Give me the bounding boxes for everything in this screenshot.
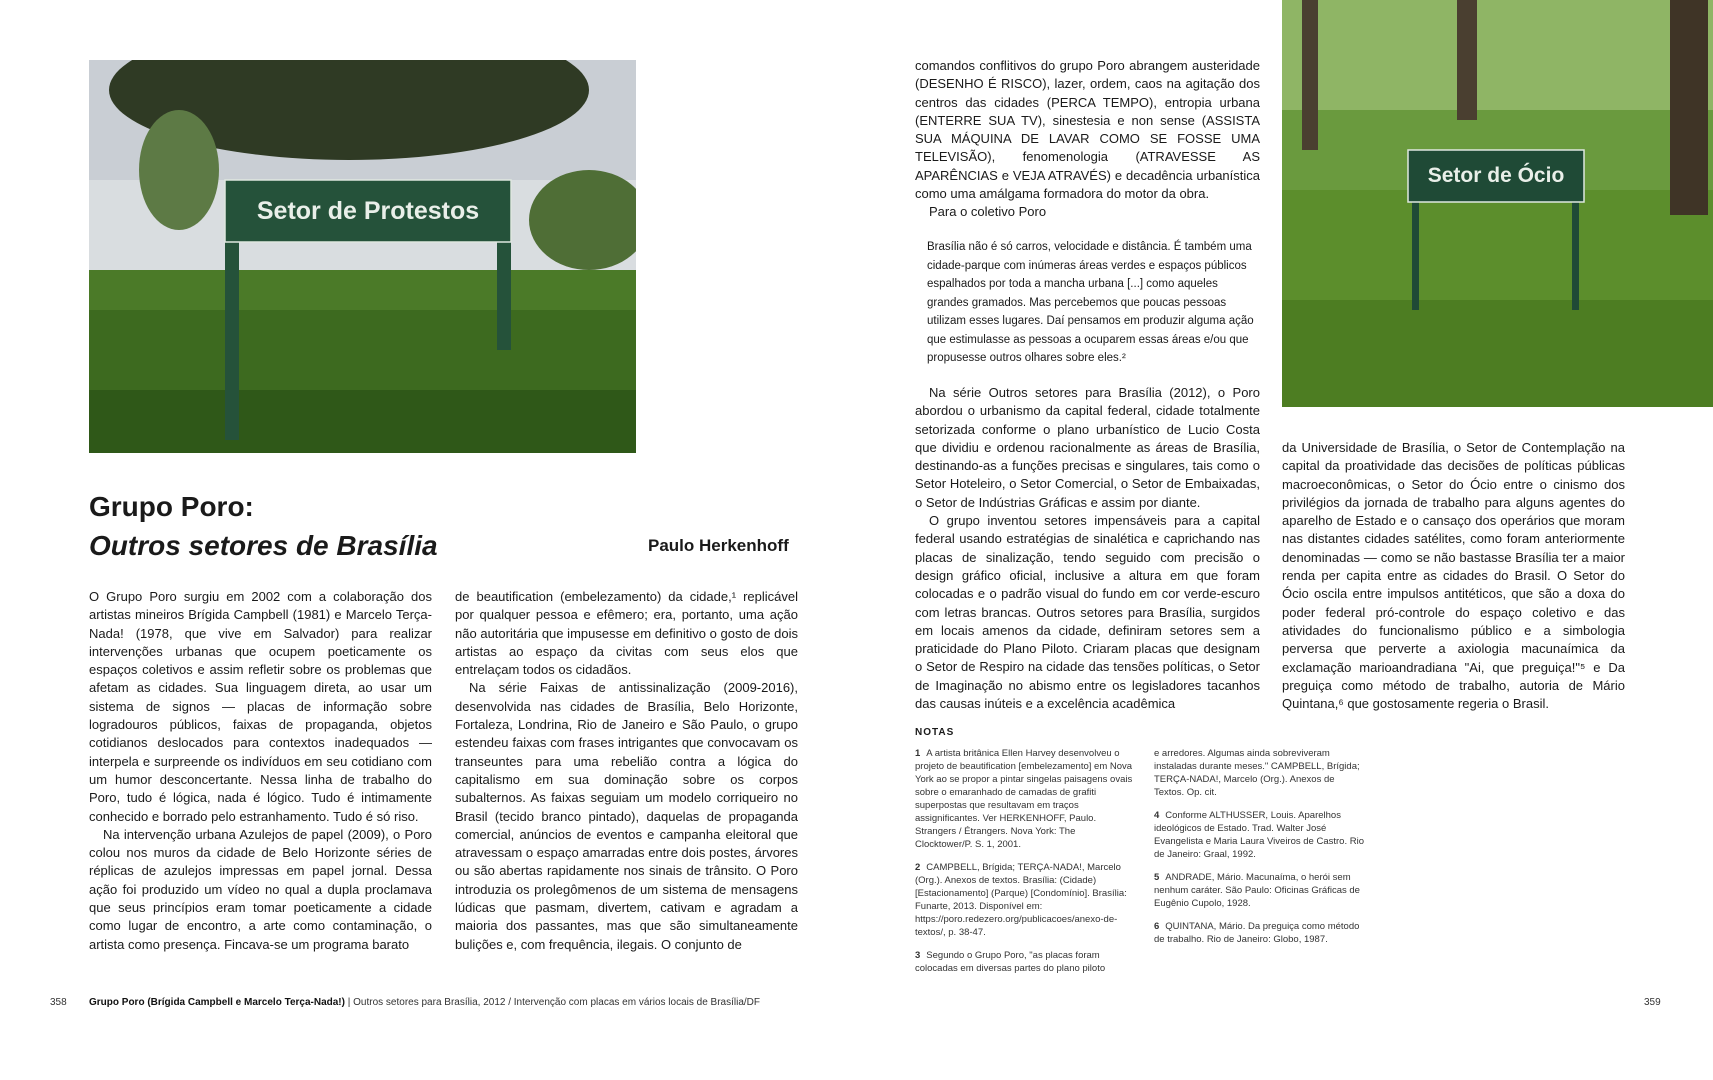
footnote-text: ANDRADE, Mário. Macunaíma, o herói sem nenhum caráter. São Paulo: Oficinas Gráficas de Eugênio Cupolo, 1928. — [1154, 872, 1360, 909]
footnote — [1154, 747, 1364, 799]
footnote-text: Conforme ALTHUSSER, Louis. Aparelhos ideológicos de Estado. Trad. Walter José Evangelista e Maria Laura Viveiros de Castro. Rio de Janeiro: Graal, 1992. — [1154, 810, 1364, 860]
text-column-1 — [89, 588, 432, 954]
notes-heading: NOTAS — [915, 727, 955, 738]
text-column-3-bottom — [915, 384, 1260, 713]
paragraph: Para o coletivo Poro — [929, 204, 1047, 220]
article-author: Paulo Herkenhoff — [648, 536, 789, 555]
credit-rest: | Outros setores para Brasília, 2012 / Intervenção com placas em vários locais de Brasília/DF — [344, 997, 760, 1008]
footnote-number: 1 — [915, 748, 921, 759]
text-column-2 — [455, 588, 798, 954]
paragraph: da Universidade de Brasília, o Setor de Contemplação na capital da proatividade das decisões de políticas públicas macroeconômicas, o Setor do Ócio entre o cinismo dos privilégios da jornada de trabalho para alguns agentes do aparelho de Estado e o cansaço dos operários que moram nas distantes cidades satélites, como foram anteriormente denominadas — como se não bastasse Brasília ter a maior renda per capita entre as cidades do Brasil. O Setor do Ócio oscila entre impulsos antitéticos, que são a doxa do poder federal pró-controle do espaço coletivo e das atividades do funcionalismo público e a simbologia perversa que perverte a axiologia macunaímica da exclamação marioandradiana "Ai, que preguiça!"⁵ e Da preguiça como método de trabalho, autoria de Mário Quintana,⁶ que gostosamente regeria o Brasil. — [1282, 440, 1625, 712]
footnote — [1154, 920, 1364, 946]
footnote-number: 6 — [1154, 921, 1160, 932]
page-number-left: 358 — [50, 997, 67, 1008]
footnote-number: 5 — [1154, 872, 1160, 883]
quote-text: Brasília não é só carros, velocidade e distância. É também uma cidade-parque com inúmeras áreas verdes e espaços públicos espalhados por toda a mancha urbana [...] como aqueles grandes gramados. Mas percebemos que poucas pessoas utilizam esses lugares. Daí pensamos em produzir alguma ação que estimulasse as pessoas a ocuparem essas áreas e/ou que propusesse outros olhares sobre eles.² — [927, 241, 1254, 364]
footnote-number: 3 — [915, 950, 921, 961]
sign-text-ocio: Setor de Ócio — [1427, 164, 1565, 187]
paragraph: Na intervenção urbana Azulejos de papel (2009), o Poro colou nos muros da cidade de Belo Horizonte séries de réplicas de azulejos impressas em papel jornal. Dessa ação foi produzido um vídeo no qual a dupla proclamava que seus princípios eram tomar poeticamente a cidade como lugar de encontro, a arte como contaminação, o artista como presença. Fincava-se um programa barato — [89, 826, 432, 952]
paragraph: O Grupo Poro surgiu em 2002 com a colaboração dos artistas mineiros Brígida Campbell (1981) e Marcelo Terça-Nada! (1978, que vive em Salvador) para realizar intervenções urbanas que ocupem poeticamente os espaços coletivos e assim refletir sobre os problemas que afetam as cidades. Sua linguagem direta, ao usar um sistema de signos — placas de informação sobre logradouros públicos, faixas de propaganda, objetos cotidianos deslocados para contextos inadequados — interpela e surpreende os indivíduos em seu cotidiano com um humor desconcertante. Nessa linha de trabalho do Poro, tudo é lógica, nada é lógico. Tudo é intimamente conhecido e borrado pelo estranhamento. Tudo é só riso. — [89, 589, 432, 824]
sign-text-protestos: Setor de Protestos — [256, 197, 480, 225]
article-title — [89, 487, 438, 565]
footnote-text: A artista britânica Ellen Harvey desenvolveu o projeto de beautification [embelezamento] em Nova York ao se propor a pintar singelas paisagens ovais sobre o emaranhado de camadas de grafiti superpostas que resultavam em traços assignificantes. Ver HERKENHOFF, Paulo. Strangers / Étrangers. Nova York: The Clocktower/P. S. 1, 2001. — [915, 748, 1133, 850]
title-line-1: Grupo Poro: — [89, 491, 254, 522]
credit-bold: Grupo Poro (Brígida Campbell e Marcelo Terça-Nada!) — [89, 997, 345, 1008]
notes-column-right — [1154, 747, 1364, 956]
footnote-text: Segundo o Grupo Poro, "as placas foram colocadas em diversas partes do plano piloto — [915, 950, 1106, 974]
photo-setor-de-ocio — [1282, 0, 1713, 407]
block-quote — [927, 238, 1260, 368]
paragraph: O grupo inventou setores impensáveis para a capital federal usando estratégias de sinalética e caprichando nas placas de sinalização, tendo seguido com precisão o design gráfico oficial, inclusive a altura em que foram colocadas e o padrão visual do fundo em cor verde-escuro com letras brancas. Outros setores para Brasília, surgidos em locais amenos da cidade, definiram setores sem a praticidade do Plano Piloto. Criaram placas que designam o Setor de Respiro na cidade das tensões políticas, o Setor de Imaginação no abismo entre os legisladores tacanhos das causas inúteis e a excelência acadêmica — [915, 513, 1260, 712]
footnote — [915, 949, 1135, 975]
page-number-right: 359 — [1644, 997, 1661, 1008]
footnote — [915, 861, 1135, 939]
paragraph: Na série Faixas de antissinalização (2009-2016), desenvolvida nas cidades de Brasília, Belo Horizonte, Fortaleza, Londrina, Rio de Janeiro e São Paulo, o grupo estendeu faixas com frases intrigantes que convocavam os transeuntes para uma rebelião contra a lógica do capitalismo em sua dominação sobre os corpos subalternos. As faixas seguiam um modelo corriqueiro no Brasil (tecido branco pintado), daquelas de propaganda comercial, anúncios de eventos e campanha eleitoral que atravessam o espaço amarradas entre dois postes, árvores ou são abertas rapidamente nos sinais de trânsito. O Poro introduzia os prolegômenos de um sistema de mensagens lúdicas que pasmam, divertem, cativam e agradam a maioria dos passantes, mas que são simultaneamente bulições e, com frequência, ilegais. O conjunto de — [455, 680, 798, 952]
image-credit — [89, 997, 760, 1008]
title-line-2: Outros setores de Brasília — [89, 530, 438, 561]
text-column-3-top — [915, 57, 1260, 222]
footnote-text: e arredores. Algumas ainda sobreviveram instaladas durante meses." CAMPBELL, Brígida; TERÇA-NADA!, Marcelo (Org.). Anexos de Textos. Op. cit. — [1154, 748, 1360, 798]
footnote-number: 4 — [1154, 810, 1160, 821]
footnote-text: QUINTANA, Mário. Da preguiça como método de trabalho. Rio de Janeiro: Globo, 1987. — [1154, 921, 1360, 945]
footnote — [1154, 809, 1364, 861]
text-column-4 — [1282, 439, 1625, 713]
notes-column-left — [915, 747, 1135, 985]
paragraph: comandos conflitivos do grupo Poro abrangem austeridade (DESENHO É RISCO), lazer, ordem, caos na agitação dos centros das cidades (PERCA TEMPO), entropia urbana (ENTERRE SUA TV), sinestesia e non sense (ASSISTA SUA MÁQUINA DE LAVAR COMO SE FOSSE UMA TELEVISÃO), fenomenologia (ATRAVESSE AS APARÊNCIAS e VEJA ATRAVÉS) e decadência urbanística como uma amálgama formadora do motor da obra. — [915, 58, 1260, 202]
paragraph: Na série Outros setores para Brasília (2012), o Poro abordou o urbanismo da capital federal, cidade totalmente setorizada conforme o plano urbanístico de Lucio Costa que dividiu e ordenou racionalmente as áreas de Brasília, destinando-as a funções precisas e singulares, tais como o Setor Hoteleiro, o Setor Comercial, o Setor de Embaixadas, o Setor de Indústrias Gráficas e assim por diante. — [915, 385, 1260, 510]
photo-setor-de-protestos — [89, 60, 636, 453]
footnote-text: CAMPBELL, Brígida; TERÇA-NADA!, Marcelo (Org.). Anexos de textos. Brasília: (Cidade) [Estacionamento] (Parque) [Condomínio]. Brasília: Funarte, 2013. Disponível em: https://poro.redezero.org/publicacoes/anexo-de-textos/, p. 38-47. — [915, 862, 1127, 938]
footnote — [915, 747, 1135, 851]
footnote — [1154, 871, 1364, 910]
footnote-number: 2 — [915, 862, 921, 873]
paragraph: de beautification (embelezamento) da cidade,¹ replicável por qualquer pessoa e efêmero; era, portanto, uma ação não autoritária que impusesse em definitivo o gosto de dois artistas ao espaço da civitas com seus elos que entrelaçam todos os cidadãos. — [455, 589, 798, 678]
